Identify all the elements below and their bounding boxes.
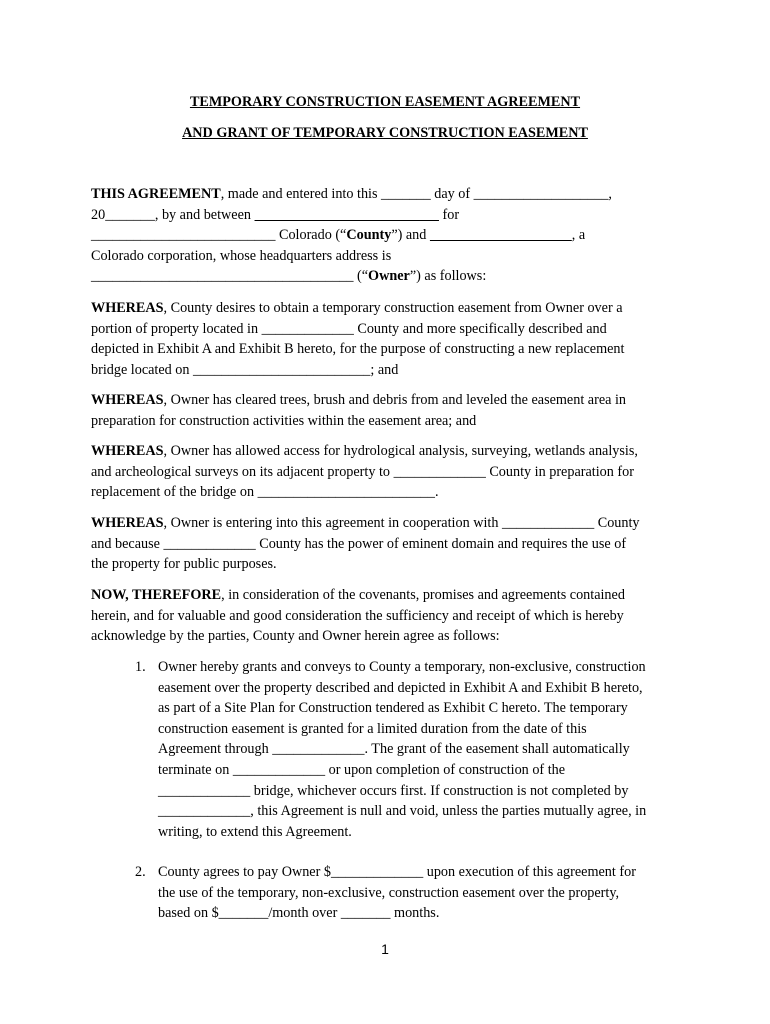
whereas-paragraph-4 [91,513,687,575]
item-2-line-2: the use of the temporary, non-exclusive, construction easement over the property, [158,884,620,901]
item-1-line-5: Agreement through _____________. The grant of the easement shall automatically [158,741,630,758]
now-therefore-line-2: herein, and for valuable and good consideration the sufficiency and receipt of which is hereby [91,607,624,624]
intro-line-3-text-c: , a [571,227,586,244]
list-item-number: 2. [135,864,146,880]
intro-line-2-text-a: 20_______, by and between [91,206,255,223]
intro-line-5-text-a: _____________________________________ (“ [91,268,369,285]
whereas-4-text-1: , Owner is entering into this agreement in cooperation with _____________ County [163,515,640,531]
county-defined-term: County [346,227,392,244]
item-1-line-8: _____________, this Agreement is null and void, unless the parties mutually agree, in [158,803,647,820]
title-line-1: TEMPORARY CONSTRUCTION EASEMENT AGREEMENT [189,94,581,110]
whereas-paragraph-3 [91,441,687,503]
party-blank-1 [255,207,439,223]
intro-line-2 [91,205,687,226]
whereas-paragraph-1 [91,298,687,380]
whereas-1-line-3: depicted in Exhibit A and Exhibit B hereto, for the purpose of constructing a new replacement [91,341,625,358]
whereas-paragraph-2 [91,390,687,431]
whereas-2-text-1: , Owner has cleared trees, brush and debris from and leveled the easement area in [163,392,627,408]
now-therefore-text-1: , in consideration of the covenants, promises and agreements contained [221,587,625,603]
intro-line-2-text-b: for [438,206,460,223]
whereas-4-line-2: and because _____________ County has the power of eminent domain and requires the use of [91,535,627,552]
whereas-2-line-2: preparation for construction activities within the easement area; and [91,412,477,429]
intro-line-5-text-b: ”) as follows: [409,268,487,285]
item-1-line-6: terminate on _____________ or upon completion of construction of the [158,761,566,778]
whereas-1-line-2: portion of property located in _____________ County and more specifically described and [91,320,607,337]
intro-line-1 [91,184,687,205]
whereas-4-line-3: the property for public purposes. [91,556,277,573]
item-1-line-2: easement over the property described and depicted in Exhibit A and Exhibit B hereto, [158,679,643,696]
title-line-2: AND GRANT OF TEMPORARY CONSTRUCTION EASEMENT [182,125,588,141]
whereas-label: WHEREAS [91,300,164,316]
whereas-3-line-2: and archeological surveys on its adjacent property to _____________ County in preparation for [91,463,634,480]
whereas-label: WHEREAS [91,443,164,459]
intro-paragraph [91,184,687,287]
intro-line-1-text: , made and entered into this _______ day of ___________________, [220,186,612,202]
intro-line-4: Colorado corporation, whose headquarters address is [91,247,392,264]
item-1-line-3: as part of a Site Plan for Construction tendered as Exhibit C hereto. The temporary [158,700,628,717]
this-agreement-label: THIS AGREEMENT [91,186,221,202]
item-2-line-1: County agrees to pay Owner $_____________ upon execution of this agreement for [158,864,636,880]
whereas-3-text-1: , Owner has allowed access for hydrological analysis, surveying, wetlands analysis, [163,443,638,459]
whereas-1-text-1: , County desires to obtain a temporary construction easement from Owner over a [163,300,623,316]
intro-line-3 [91,225,687,246]
item-1-line-9: writing, to extend this Agreement. [158,823,352,840]
list-item-body [158,862,688,924]
intro-line-5 [91,266,687,287]
now-therefore-line-3: acknowledge by the parties, County and Owner herein agree as follows: [91,628,500,645]
whereas-label: WHEREAS [91,392,164,408]
now-therefore-line-1 [91,585,687,606]
whereas-3-line-1 [91,441,687,462]
page-number: 1 [381,941,389,957]
owner-defined-term: Owner [368,268,410,285]
whereas-label: WHEREAS [91,515,164,531]
now-therefore-label: NOW, THEREFORE [91,587,222,603]
whereas-3-line-3: replacement of the bridge on _________________________. [91,484,439,501]
party-blank-2 [430,227,572,243]
item-2-line-3: based on $_______/month over _______ months. [158,905,440,922]
list-item-number: 1. [135,659,146,675]
whereas-2-line-1 [91,390,687,411]
now-therefore-paragraph [91,585,687,647]
whereas-1-line-4: bridge located on _________________________; and [91,361,399,378]
list-item-body [158,657,688,842]
item-1-line-7: _____________ bridge, whichever occurs first. If construction is not completed by [158,782,629,799]
item-1-line-1: Owner hereby grants and conveys to County a temporary, non-exclusive, construction [158,659,646,675]
intro-line-3-text-b: ”) and [391,227,430,244]
whereas-4-line-1 [91,513,687,534]
intro-line-3-text-a: __________________________ Colorado (“ [91,227,347,244]
whereas-1-line-1 [91,298,687,319]
item-1-line-4: construction easement is granted for a limited duration from the date of this [158,720,587,737]
